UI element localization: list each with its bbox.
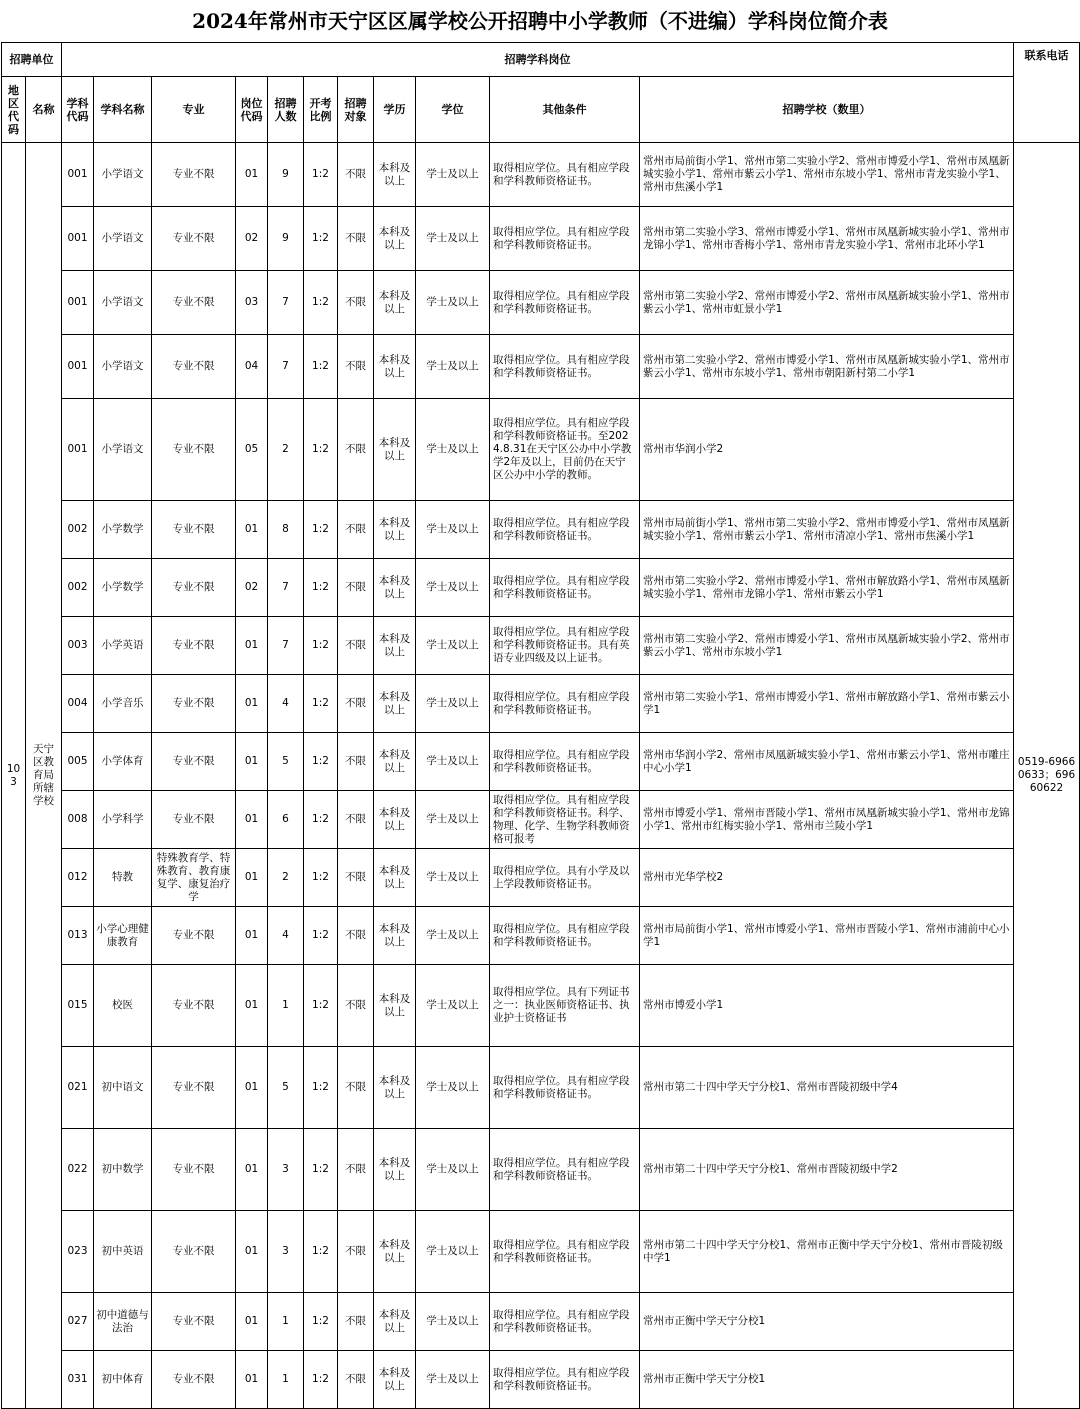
subject-code-cell: 001: [62, 399, 94, 501]
table-row: [2, 1211, 1080, 1293]
other-conditions-cell: 取得相应学位。具有相应学段和学科教师资格证书。: [490, 271, 640, 335]
table-row: [2, 1129, 1080, 1211]
subject-code-cell: 008: [62, 791, 94, 849]
major-cell: 专业不限: [152, 559, 236, 617]
count-cell: 1: [268, 1293, 304, 1351]
subject-code-cell: 023: [62, 1211, 94, 1293]
degree-cell: 学士及以上: [416, 559, 490, 617]
education-cell: 本科及以上: [374, 1293, 416, 1351]
target-cell: 不限: [338, 271, 374, 335]
other-conditions-cell: 取得相应学位。具有相应学段和学科教师资格证书。: [490, 207, 640, 271]
other-conditions-cell: 取得相应学位。具有相应学段和学科教师资格证书。至2024.8.31在天宁区公办中小学教学2年及以上，目前仍在天宁区公办中小学的教师。: [490, 399, 640, 501]
header-subject-name: 学科名称: [94, 77, 152, 143]
count-cell: 1: [268, 965, 304, 1047]
target-cell: 不限: [338, 733, 374, 791]
schools-cell: 常州市第二实验小学2、常州市博爱小学2、常州市凤凰新城实验小学1、常州市紫云小学1、常州市虹景小学1: [640, 271, 1014, 335]
ratio-cell: 1:2: [304, 1129, 338, 1211]
ratio-cell: 1:2: [304, 501, 338, 559]
table-row: [2, 501, 1080, 559]
subject-name-cell: 小学语文: [94, 143, 152, 207]
table-row: [2, 849, 1080, 907]
header-region-code: 地区代码: [2, 77, 26, 143]
count-cell: 5: [268, 1047, 304, 1129]
count-cell: 2: [268, 849, 304, 907]
region-code-cell: 103: [2, 143, 26, 1409]
target-cell: 不限: [338, 675, 374, 733]
table-row: [2, 143, 1080, 207]
education-cell: 本科及以上: [374, 207, 416, 271]
subject-name-cell: 小学语文: [94, 399, 152, 501]
recruitment-table: [1, 42, 1080, 1409]
other-conditions-cell: 取得相应学位。具有相应学段和学科教师资格证书。: [490, 559, 640, 617]
count-cell: 3: [268, 1211, 304, 1293]
count-cell: 9: [268, 207, 304, 271]
ratio-cell: 1:2: [304, 791, 338, 849]
page-title: 2024年常州市天宁区区属学校公开招聘中小学教师（不进编）学科岗位简介表: [192, 9, 888, 33]
subject-code-cell: 003: [62, 617, 94, 675]
education-cell: 本科及以上: [374, 617, 416, 675]
post-code-cell: 01: [236, 617, 268, 675]
subject-code-cell: 012: [62, 849, 94, 907]
other-conditions-cell: 取得相应学位。具有相应学段和学科教师资格证书。: [490, 907, 640, 965]
education-cell: 本科及以上: [374, 907, 416, 965]
degree-cell: 学士及以上: [416, 271, 490, 335]
count-cell: 5: [268, 733, 304, 791]
ratio-cell: 1:2: [304, 271, 338, 335]
header-subject-code: 学科代码: [62, 77, 94, 143]
target-cell: 不限: [338, 617, 374, 675]
header-count: 招聘人数: [268, 77, 304, 143]
degree-cell: 学士及以上: [416, 399, 490, 501]
education-cell: 本科及以上: [374, 559, 416, 617]
education-cell: 本科及以上: [374, 849, 416, 907]
unit-name-cell: 天宁区教育局所辖学校: [26, 143, 62, 1409]
table-row: [2, 335, 1080, 399]
ratio-cell: 1:2: [304, 965, 338, 1047]
subject-name-cell: 初中数学: [94, 1129, 152, 1211]
education-cell: 本科及以上: [374, 1129, 416, 1211]
count-cell: 4: [268, 675, 304, 733]
header-schools: 招聘学校（数里）: [640, 77, 1014, 143]
subject-code-cell: 027: [62, 1293, 94, 1351]
ratio-cell: 1:2: [304, 335, 338, 399]
count-cell: 7: [268, 271, 304, 335]
subject-code-cell: 031: [62, 1351, 94, 1409]
degree-cell: 学士及以上: [416, 1047, 490, 1129]
ratio-cell: 1:2: [304, 1047, 338, 1129]
table-row: [2, 791, 1080, 849]
count-cell: 3: [268, 1129, 304, 1211]
major-cell: 专业不限: [152, 965, 236, 1047]
schools-cell: 常州市华润小学2: [640, 399, 1014, 501]
subject-name-cell: 小学数学: [94, 501, 152, 559]
degree-cell: 学士及以上: [416, 791, 490, 849]
post-code-cell: 01: [236, 791, 268, 849]
ratio-cell: 1:2: [304, 559, 338, 617]
count-cell: 7: [268, 559, 304, 617]
ratio-cell: 1:2: [304, 143, 338, 207]
schools-cell: 常州市第二十四中学天宁分校1、常州市晋陵初级中学4: [640, 1047, 1014, 1129]
target-cell: 不限: [338, 791, 374, 849]
schools-cell: 常州市第二十四中学天宁分校1、常州市晋陵初级中学2: [640, 1129, 1014, 1211]
other-conditions-cell: 取得相应学位。具有相应学段和学科教师资格证书。: [490, 335, 640, 399]
header-major: 专业: [152, 77, 236, 143]
post-code-cell: 01: [236, 1293, 268, 1351]
table-row: [2, 907, 1080, 965]
major-cell: 专业不限: [152, 207, 236, 271]
subject-code-cell: 001: [62, 335, 94, 399]
ratio-cell: 1:2: [304, 733, 338, 791]
ratio-cell: 1:2: [304, 207, 338, 271]
target-cell: 不限: [338, 501, 374, 559]
other-conditions-cell: 取得相应学位。具有相应学段和学科教师资格证书。: [490, 1129, 640, 1211]
degree-cell: 学士及以上: [416, 849, 490, 907]
post-code-cell: 01: [236, 1129, 268, 1211]
subject-name-cell: 小学语文: [94, 271, 152, 335]
header-post-code: 岗位代码: [236, 77, 268, 143]
subject-code-cell: 021: [62, 1047, 94, 1129]
schools-cell: 常州市第二实验小学3、常州市博爱小学1、常州市凤凰新城实验小学1、常州市龙锦小学1、常州市香梅小学1、常州市青龙实验小学1、常州市北环小学1: [640, 207, 1014, 271]
major-cell: 专业不限: [152, 143, 236, 207]
other-conditions-cell: 取得相应学位。具有相应学段和学科教师资格证书。具有英语专业四级及以上证书。: [490, 617, 640, 675]
major-cell: 专业不限: [152, 335, 236, 399]
schools-cell: 常州市正衡中学天宁分校1: [640, 1351, 1014, 1409]
header-phone: 联系电话: [1014, 43, 1080, 143]
major-cell: 专业不限: [152, 675, 236, 733]
schools-cell: 常州市正衡中学天宁分校1: [640, 1293, 1014, 1351]
education-cell: 本科及以上: [374, 143, 416, 207]
other-conditions-cell: 取得相应学位。具有小学及以上学段教师资格证书。: [490, 849, 640, 907]
ratio-cell: 1:2: [304, 617, 338, 675]
subject-code-cell: 001: [62, 143, 94, 207]
education-cell: 本科及以上: [374, 675, 416, 733]
subject-name-cell: 初中英语: [94, 1211, 152, 1293]
major-cell: 专业不限: [152, 1129, 236, 1211]
target-cell: 不限: [338, 1293, 374, 1351]
schools-cell: 常州市第二实验小学2、常州市博爱小学1、常州市凤凰新城实验小学1、常州市紫云小学1、常州市东坡小学1、常州市朝阳新村第二小学1: [640, 335, 1014, 399]
header-ratio: 开考比例: [304, 77, 338, 143]
ratio-cell: 1:2: [304, 849, 338, 907]
post-code-cell: 01: [236, 675, 268, 733]
ratio-cell: 1:2: [304, 399, 338, 501]
other-conditions-cell: 取得相应学位。具有相应学段和学科教师资格证书。: [490, 1293, 640, 1351]
target-cell: 不限: [338, 849, 374, 907]
target-cell: 不限: [338, 907, 374, 965]
table-row: [2, 675, 1080, 733]
target-cell: 不限: [338, 1211, 374, 1293]
education-cell: 本科及以上: [374, 733, 416, 791]
schools-cell: 常州市第二十四中学天宁分校1、常州市正衡中学天宁分校1、常州市晋陵初级中学1: [640, 1211, 1014, 1293]
post-code-cell: 01: [236, 1211, 268, 1293]
subject-name-cell: 初中体育: [94, 1351, 152, 1409]
schools-cell: 常州市博爱小学1: [640, 965, 1014, 1047]
other-conditions-cell: 取得相应学位。具有相应学段和学科教师资格证书。: [490, 733, 640, 791]
subject-code-cell: 015: [62, 965, 94, 1047]
education-cell: 本科及以上: [374, 1211, 416, 1293]
target-cell: 不限: [338, 399, 374, 501]
table-row: [2, 399, 1080, 501]
other-conditions-cell: 取得相应学位。具有相应学段和学科教师资格证书。: [490, 143, 640, 207]
count-cell: 6: [268, 791, 304, 849]
post-code-cell: 01: [236, 849, 268, 907]
degree-cell: 学士及以上: [416, 501, 490, 559]
other-conditions-cell: 取得相应学位。具有下列证书之一：执业医师资格证书、执业护士资格证书: [490, 965, 640, 1047]
subject-name-cell: 小学语文: [94, 335, 152, 399]
target-cell: 不限: [338, 1047, 374, 1129]
education-cell: 本科及以上: [374, 791, 416, 849]
count-cell: 4: [268, 907, 304, 965]
header-other: 其他条件: [490, 77, 640, 143]
post-code-cell: 01: [236, 1047, 268, 1129]
major-cell: 专业不限: [152, 791, 236, 849]
target-cell: 不限: [338, 143, 374, 207]
ratio-cell: 1:2: [304, 907, 338, 965]
degree-cell: 学士及以上: [416, 1351, 490, 1409]
degree-cell: 学士及以上: [416, 965, 490, 1047]
major-cell: 专业不限: [152, 1351, 236, 1409]
subject-name-cell: 小学音乐: [94, 675, 152, 733]
education-cell: 本科及以上: [374, 501, 416, 559]
table-row: [2, 207, 1080, 271]
post-code-cell: 01: [236, 143, 268, 207]
subject-name-cell: 小学心理健康教育: [94, 907, 152, 965]
degree-cell: 学士及以上: [416, 207, 490, 271]
subject-name-cell: 小学语文: [94, 207, 152, 271]
table-row: [2, 559, 1080, 617]
education-cell: 本科及以上: [374, 335, 416, 399]
subject-name-cell: 初中道德与法治: [94, 1293, 152, 1351]
education-cell: 本科及以上: [374, 1047, 416, 1129]
target-cell: 不限: [338, 1129, 374, 1211]
subject-code-cell: 013: [62, 907, 94, 965]
subject-code-cell: 001: [62, 271, 94, 335]
major-cell: 专业不限: [152, 399, 236, 501]
count-cell: 2: [268, 399, 304, 501]
target-cell: 不限: [338, 207, 374, 271]
subject-name-cell: 小学英语: [94, 617, 152, 675]
subject-code-cell: 004: [62, 675, 94, 733]
other-conditions-cell: 取得相应学位。具有相应学段和学科教师资格证书。科学、物理、化学、生物学科教师资格可报考: [490, 791, 640, 849]
table-row: [2, 1293, 1080, 1351]
post-code-cell: 02: [236, 559, 268, 617]
other-conditions-cell: 取得相应学位。具有相应学段和学科教师资格证书。: [490, 1351, 640, 1409]
major-cell: 专业不限: [152, 501, 236, 559]
major-cell: 专业不限: [152, 617, 236, 675]
schools-cell: 常州市光华学校2: [640, 849, 1014, 907]
major-cell: 特殊教育学、特殊教育、教育康复学、康复治疗学: [152, 849, 236, 907]
education-cell: 本科及以上: [374, 1351, 416, 1409]
post-code-cell: 01: [236, 1351, 268, 1409]
post-code-cell: 04: [236, 335, 268, 399]
ratio-cell: 1:2: [304, 1351, 338, 1409]
education-cell: 本科及以上: [374, 965, 416, 1047]
header-unit: 招聘单位: [2, 43, 62, 77]
target-cell: 不限: [338, 559, 374, 617]
table-row: [2, 1351, 1080, 1409]
other-conditions-cell: 取得相应学位。具有相应学段和学科教师资格证书。: [490, 675, 640, 733]
degree-cell: 学士及以上: [416, 335, 490, 399]
table-row: [2, 1047, 1080, 1129]
schools-cell: 常州市华润小学2、常州市凤凰新城实验小学1、常州市紫云小学1、常州市雕庄中心小学1: [640, 733, 1014, 791]
count-cell: 7: [268, 617, 304, 675]
schools-cell: 常州市第二实验小学2、常州市博爱小学1、常州市凤凰新城实验小学2、常州市紫云小学1、常州市东坡小学1: [640, 617, 1014, 675]
schools-cell: 常州市第二实验小学2、常州市博爱小学1、常州市解放路小学1、常州市凤凰新城实验小学1、常州市龙锦小学1、常州市紫云小学1: [640, 559, 1014, 617]
major-cell: 专业不限: [152, 271, 236, 335]
subject-name-cell: 特教: [94, 849, 152, 907]
header-posts: 招聘学科岗位: [62, 43, 1014, 77]
subject-name-cell: 小学体育: [94, 733, 152, 791]
subject-name-cell: 校医: [94, 965, 152, 1047]
target-cell: 不限: [338, 1351, 374, 1409]
subject-code-cell: 001: [62, 207, 94, 271]
education-cell: 本科及以上: [374, 271, 416, 335]
ratio-cell: 1:2: [304, 1293, 338, 1351]
schools-cell: 常州市局前街小学1、常州市博爱小学1、常州市晋陵小学1、常州市浦前中心小学1: [640, 907, 1014, 965]
subject-code-cell: 002: [62, 501, 94, 559]
post-code-cell: 01: [236, 501, 268, 559]
post-code-cell: 01: [236, 733, 268, 791]
header-target: 招聘对象: [338, 77, 374, 143]
degree-cell: 学士及以上: [416, 143, 490, 207]
other-conditions-cell: 取得相应学位。具有相应学段和学科教师资格证书。: [490, 1047, 640, 1129]
schools-cell: 常州市局前街小学1、常州市第二实验小学2、常州市博爱小学1、常州市凤凰新城实验小学1、常州市紫云小学1、常州市清凉小学1、常州市焦溪小学1: [640, 501, 1014, 559]
degree-cell: 学士及以上: [416, 733, 490, 791]
count-cell: 9: [268, 143, 304, 207]
degree-cell: 学士及以上: [416, 617, 490, 675]
degree-cell: 学士及以上: [416, 675, 490, 733]
post-code-cell: 02: [236, 207, 268, 271]
other-conditions-cell: 取得相应学位。具有相应学段和学科教师资格证书。: [490, 1211, 640, 1293]
table-row: [2, 733, 1080, 791]
schools-cell: 常州市博爱小学1、常州市晋陵小学1、常州市凤凰新城实验小学1、常州市龙锦小学1、常州市红梅实验小学1、常州市兰陵小学1: [640, 791, 1014, 849]
subject-code-cell: 005: [62, 733, 94, 791]
ratio-cell: 1:2: [304, 675, 338, 733]
subject-name-cell: 初中语文: [94, 1047, 152, 1129]
post-code-cell: 05: [236, 399, 268, 501]
post-code-cell: 01: [236, 965, 268, 1047]
ratio-cell: 1:2: [304, 1211, 338, 1293]
subject-code-cell: 002: [62, 559, 94, 617]
schools-cell: 常州市第二实验小学1、常州市博爱小学1、常州市解放路小学1、常州市紫云小学1: [640, 675, 1014, 733]
degree-cell: 学士及以上: [416, 1129, 490, 1211]
count-cell: 1: [268, 1351, 304, 1409]
major-cell: 专业不限: [152, 1293, 236, 1351]
schools-cell: 常州市局前街小学1、常州市第二实验小学2、常州市博爱小学1、常州市凤凰新城实验小学1、常州市紫云小学1、常州市东坡小学1、常州市青龙实验小学1、常州市焦溪小学1: [640, 143, 1014, 207]
major-cell: 专业不限: [152, 1211, 236, 1293]
header-degree: 学位: [416, 77, 490, 143]
subject-name-cell: 小学数学: [94, 559, 152, 617]
major-cell: 专业不限: [152, 733, 236, 791]
education-cell: 本科及以上: [374, 399, 416, 501]
contact-phone-cell: 0519-69660633；69660622: [1014, 143, 1080, 1409]
count-cell: 7: [268, 335, 304, 399]
post-code-cell: 01: [236, 907, 268, 965]
table-row: [2, 617, 1080, 675]
degree-cell: 学士及以上: [416, 1293, 490, 1351]
count-cell: 8: [268, 501, 304, 559]
subject-code-cell: 022: [62, 1129, 94, 1211]
header-education: 学历: [374, 77, 416, 143]
degree-cell: 学士及以上: [416, 907, 490, 965]
subject-name-cell: 小学科学: [94, 791, 152, 849]
table-row: [2, 965, 1080, 1047]
major-cell: 专业不限: [152, 1047, 236, 1129]
major-cell: 专业不限: [152, 907, 236, 965]
target-cell: 不限: [338, 965, 374, 1047]
target-cell: 不限: [338, 335, 374, 399]
degree-cell: 学士及以上: [416, 1211, 490, 1293]
table-row: [2, 271, 1080, 335]
other-conditions-cell: 取得相应学位。具有相应学段和学科教师资格证书。: [490, 501, 640, 559]
post-code-cell: 03: [236, 271, 268, 335]
header-name: 名称: [26, 77, 62, 143]
